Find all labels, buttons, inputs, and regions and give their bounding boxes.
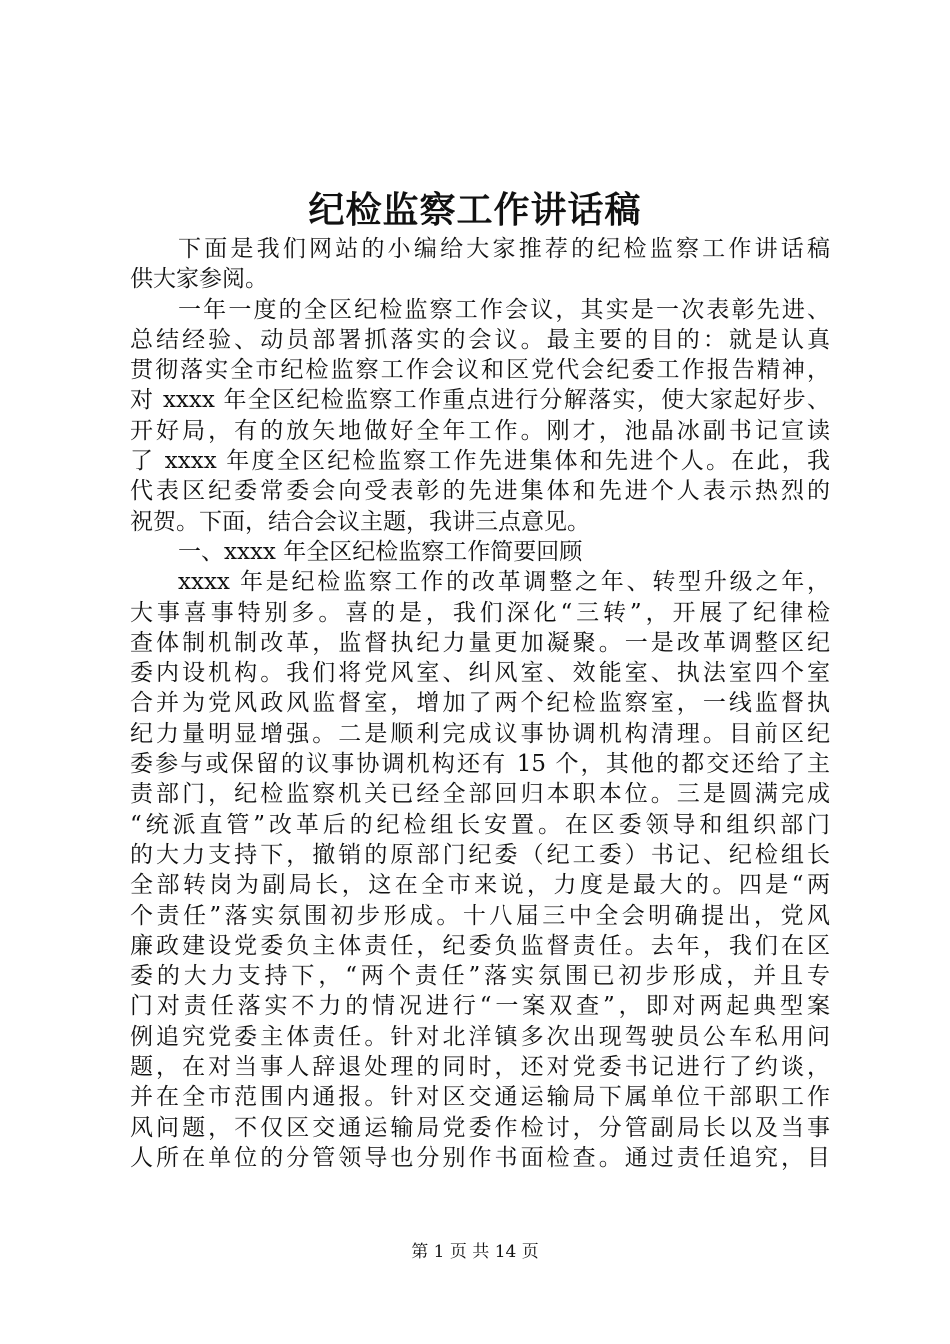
document-body [130,234,830,1173]
body-line: 大事喜事特别多。喜的是，我们深化“三转”，开展了纪律检 [130,599,830,626]
body-line: 纪力量明显增强。二是顺利完成议事协调机构清理。目前区纪 [130,720,830,747]
body-line: 委参与或保留的议事协调机构还有 15 个，其他的都交还给了主 [130,751,830,778]
body-line: 对 xxxx 年全区纪检监察工作重点进行分解落实，使大家起好步、 [130,387,830,414]
body-line: 代表区纪委常委会向受表彰的先进集体和先进个人表示热烈的 [130,478,830,505]
body-line: 开好局，有的放矢地做好全年工作。刚才，池晶冰副书记宣读 [130,417,830,444]
body-line: 并在全市范围内通报。针对区交通运输局下属单位干部职工作 [130,1084,830,1111]
body-line: 总结经验、动员部署抓落实的会议。最主要的目的：就是认真 [130,326,830,353]
body-line: 了 xxxx 年度全区纪检监察工作先进集体和先进个人。在此，我 [130,448,830,475]
body-line: 供大家参阅。 [130,266,268,293]
body-line: 委内设机构。我们将党风室、纠风室、效能室、执法室四个室 [130,660,830,687]
body-line: 祝贺。下面，结合会议主题，我讲三点意见。 [130,508,590,535]
body-line: 合并为党风政风监督室，增加了两个纪检监察室，一线监督执 [130,690,830,717]
body-line: 门对责任落实不力的情况进行“一案双查”，即对两起典型案 [130,993,830,1020]
body-line: 的大力支持下，撤销的原部门纪委（纪工委）书记、纪检组长 [130,841,830,868]
document-title: 纪检监察工作讲话稿 [308,189,642,231]
body-line: 委的大力支持下，“两个责任”落实氛围已初步形成，并且专 [130,963,830,990]
body-line: 全部转岗为副局长，这在全市来说，力度是最大的。四是“两 [130,872,830,899]
body-line: 贯彻落实全市纪检监察工作会议和区党代会纪委工作报告精神， [130,357,830,384]
body-line: 一、xxxx 年全区纪检监察工作简要回顾 [178,538,583,565]
body-line: 风问题，不仅区交通运输局党委作检讨，分管副局长以及当事 [130,1114,830,1141]
body-line: 一年一度的全区纪检监察工作会议，其实是一次表彰先进、 [178,296,830,323]
body-line: 责部门，纪检监察机关已经全部回归本职本位。三是圆满完成 [130,781,830,808]
body-line: 例追究党委主体责任。针对北洋镇多次出现驾驶员公车私用问 [130,1023,830,1050]
body-line: 下面是我们网站的小编给大家推荐的纪检监察工作讲话稿 [178,236,830,262]
body-line: xxxx 年是纪检监察工作的改革调整之年、转型升级之年， [178,569,830,596]
body-line: “统派直管”改革后的纪检组长安置。在区委领导和组织部门 [130,811,830,838]
body-line: 人所在单位的分管领导也分别作书面检查。通过责任追究，目 [130,1144,830,1171]
body-line: 个责任”落实氛围初步形成。十八届三中全会明确提出，党风 [130,902,830,929]
body-line: 查体制机制改革，监督执纪力量更加凝聚。一是改革调整区纪 [130,629,830,656]
body-line: 廉政建设党委负主体责任，纪委负监督责任。去年，我们在区 [130,932,830,959]
page-footer: 第 1 页 共 14 页 [411,1242,539,1262]
body-line: 题，在对当事人辞退处理的同时，还对党委书记进行了约谈， [130,1054,830,1081]
